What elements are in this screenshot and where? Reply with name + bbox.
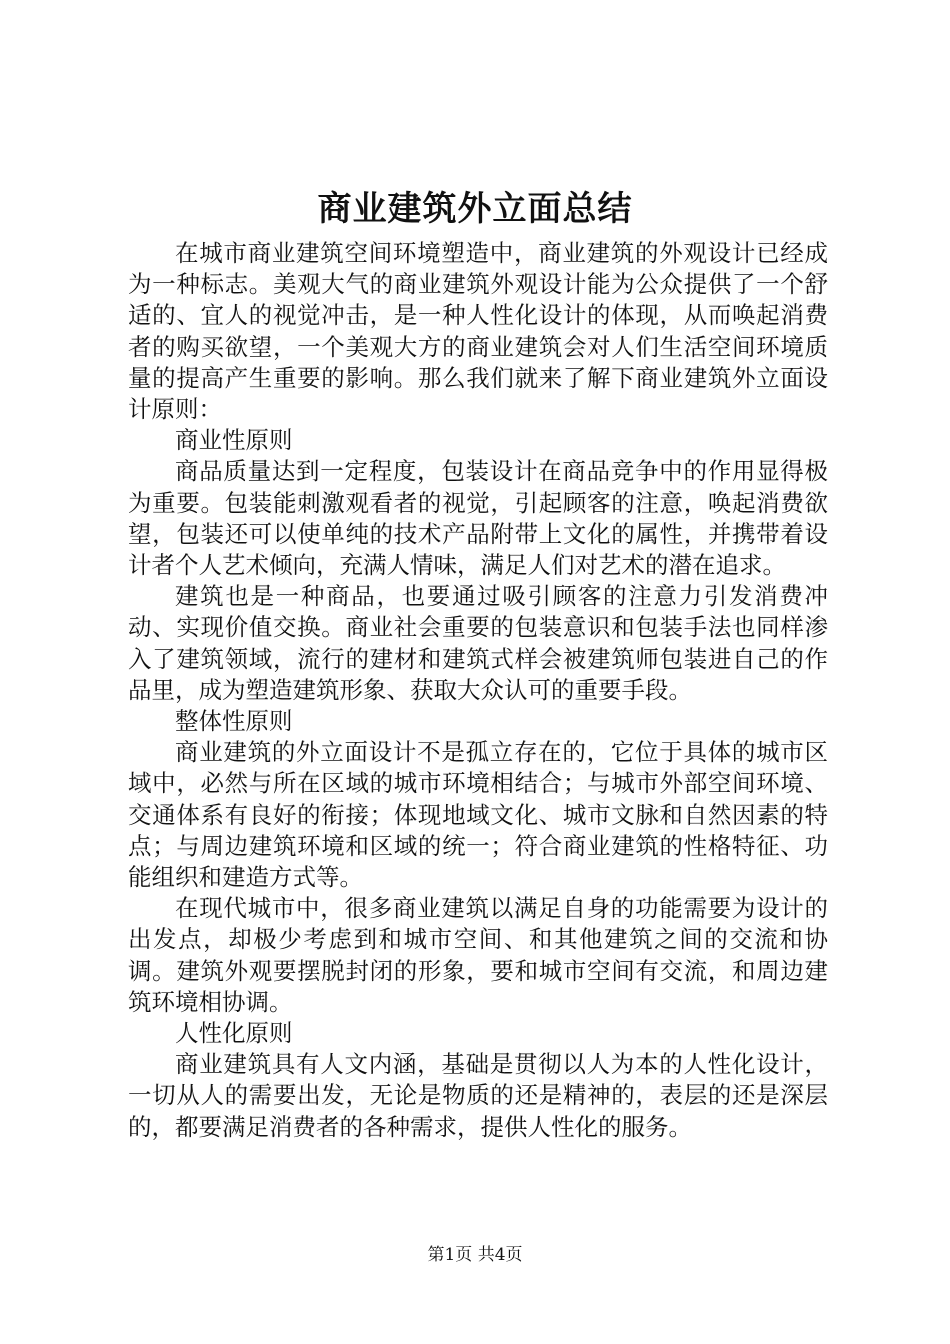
section-heading-integrity: 整体性原则	[175, 707, 293, 736]
paragraph: 建筑也是一种商品，也要通过吸引顾客的注意力引发消费冲动、实现价值交换。商业社会重要的包装意识和包装手法也同样渗入了建筑领域，流行的建材和建筑式样会被建筑师包装进自己的作品里，成为塑造建筑形象、获取大众认可的重要手段。	[128, 582, 828, 704]
document-body	[128, 238, 828, 1143]
section-heading-commercial: 商业性原则	[175, 426, 293, 455]
paragraph: 商业建筑的外立面设计不是孤立存在的，它位于具体的城市区域中，必然与所在区域的城市环境相结合；与城市外部空间环境、交通体系有良好的衔接；体现地域文化、城市文脉和自然因素的特点；与周边建筑环境和区域的统一；符合商业建筑的性格特征、功能组织和建造方式等。	[128, 738, 828, 892]
section-heading-humanization: 人性化原则	[175, 1019, 293, 1048]
paragraph: 商品质量达到一定程度，包装设计在商品竞争中的作用显得极为重要。包装能刺激观看者的视觉，引起顾客的注意，唤起消费欲望，包装还可以使单纯的技术产品附带上文化的属性，并携带着设计者个人艺术倾向，充满人情味，满足人们对艺术的潜在追求。	[128, 457, 828, 580]
paragraph: 在现代城市中，很多商业建筑以满足自身的功能需要为设计的出发点，却极少考虑到和城市空间、和其他建筑之间的交流和协调。建筑外观要摆脱封闭的形象，要和城市空间有交流，和周边建筑环境相协调。	[128, 894, 828, 1016]
paragraph: 商业建筑具有人文内涵，基础是贯彻以人为本的人性化设计，一切从人的需要出发，无论是物质的还是精神的，表层的还是深层的，都要满足消费者的各种需求，提供人性化的服务。	[128, 1050, 828, 1141]
document-title: 商业建筑外立面总结	[317, 189, 633, 229]
intro-paragraph: 在城市商业建筑空间环境塑造中，商业建筑的外观设计已经成为一种标志。美观大气的商业建筑外观设计能为公众提供了一个舒适的、宜人的视觉冲击，是一种人性化设计的体现，从而唤起消费者的购买欲望，一个美观大方的商业建筑会对人们生活空间环境质量的提高产生重要的影响。那么我们就来了解下商业建筑外立面设计原则：	[128, 239, 828, 424]
page-number-footer: 第1页 共4页	[427, 1245, 523, 1265]
